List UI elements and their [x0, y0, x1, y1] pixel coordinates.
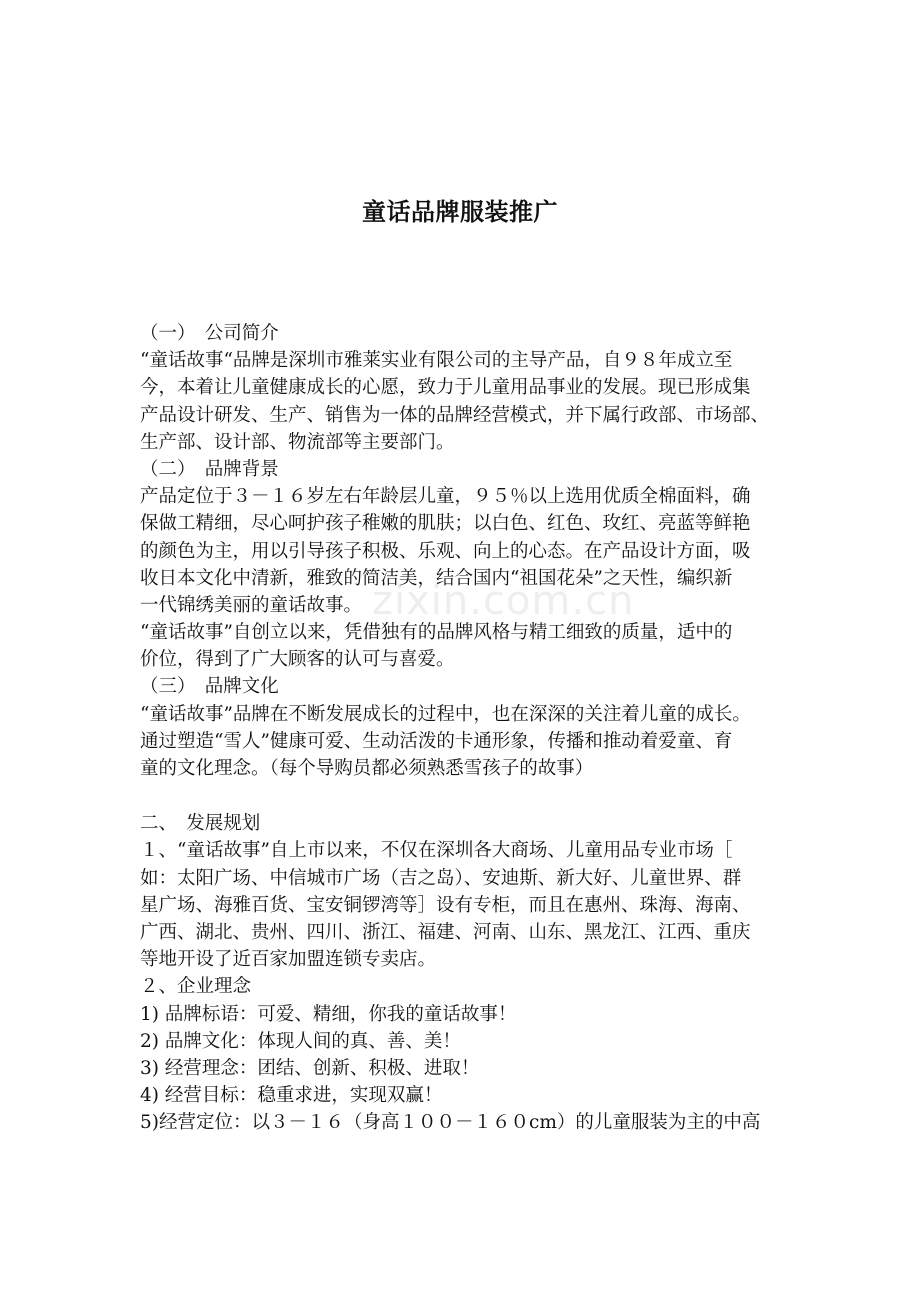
- list-item: 1) 品牌标语：可爱、精细，你我的童话故事！: [140, 1003, 517, 1025]
- list-item: 2) 品牌文化：体现人间的真、善、美！: [140, 1030, 461, 1052]
- document-body: [140, 320, 880, 1136]
- subheading-enterprise-philosophy: ２、企业理念: [140, 976, 252, 998]
- paragraph-line: 收日本文化中清新，雅致的简洁美，结合国内“祖国花朵”之天性，编织新: [140, 567, 733, 589]
- watermark: zixin.com.cn: [372, 578, 635, 624]
- section-heading-company-intro: （一） 公司简介: [140, 323, 279, 344]
- paragraph-line: 等地开设了近百家加盟连锁专卖店。: [140, 949, 437, 971]
- paragraph-line: 通过塑造“雪人”健康可爱、生动活泼的卡通形象，传播和推动着爱童、育: [140, 730, 733, 752]
- paragraph-line: 生产部、设计部、物流部等主要部门。: [140, 431, 455, 453]
- paragraph-line: 广西、湖北、贵州、四川、浙江、福建、河南、山东、黑龙江、江西、重庆: [140, 921, 751, 943]
- paragraph-line: 价位，得到了广大顾客的认可与喜爱。: [140, 649, 455, 671]
- paragraph-line: 童的文化理念。（每个导购员都必须熟悉雪孩子的故事）: [140, 758, 594, 779]
- paragraph-line: 星广场、海雅百货、宝安铜锣湾等］设有专柜，而且在惠州、珠海、海南、: [140, 894, 751, 916]
- section-heading-brand-background: （二） 品牌背景: [140, 458, 279, 480]
- list-item: 4) 经营目标：稳重求进，实现双赢！: [140, 1085, 443, 1107]
- paragraph-line: “童话故事”自创立以来，凭借独有的品牌风格与精工细致的质量，适中的: [140, 622, 733, 644]
- paragraph-line: “童话故事“品牌是深圳市雅莱实业有限公司的主导产品，自９８年成立至: [140, 350, 733, 372]
- section-heading-brand-culture: （三） 品牌文化: [140, 676, 279, 698]
- paragraph-line: １、“童话故事”自上市以来，不仅在深圳各大商场、儿童用品专业市场［: [140, 840, 733, 862]
- document-title: 童话品牌服装推广: [362, 198, 558, 226]
- list-item: 3) 经营理念：团结、创新、积极、进取！: [140, 1057, 480, 1079]
- paragraph-line: 如：太阳广场、中信城市广场（吉之岛）、安迪斯、新大好、儿童世界、群: [140, 867, 742, 889]
- list-item: 5)经营定位：以３－１６（身高１００－１６０cm）的儿童服装为主的中高: [140, 1112, 761, 1134]
- paragraph-line: 今，本着让儿童健康成长的心愿，致力于儿童用品事业的发展。现已形成集: [140, 377, 751, 399]
- paragraph-line: 产品定位于３－１６岁左右年龄层儿童，９５％以上选用优质全棉面料，确: [140, 486, 751, 508]
- paragraph-line: 产品设计研发、生产、销售为一体的品牌经营模式，并下属行政部、市场部、: [140, 404, 770, 426]
- section-heading-development-plan: 二、 发展规划: [140, 813, 261, 835]
- paragraph-spacer: [140, 782, 880, 810]
- paragraph-line: 保做工精细，尽心呵护孩子稚嫩的肌肤；以白色、红色、玫红、亮蓝等鲜艳: [140, 513, 751, 535]
- paragraph-line: 一代锦绣美丽的童话故事。: [140, 594, 363, 616]
- paragraph-line: “童话故事”品牌在不断发展成长的过程中，也在深深的关注着儿童的成长。: [140, 703, 751, 725]
- paragraph-line: 的颜色为主，用以引导孩子积极、乐观、向上的心态。在产品设计方面，吸: [140, 540, 751, 562]
